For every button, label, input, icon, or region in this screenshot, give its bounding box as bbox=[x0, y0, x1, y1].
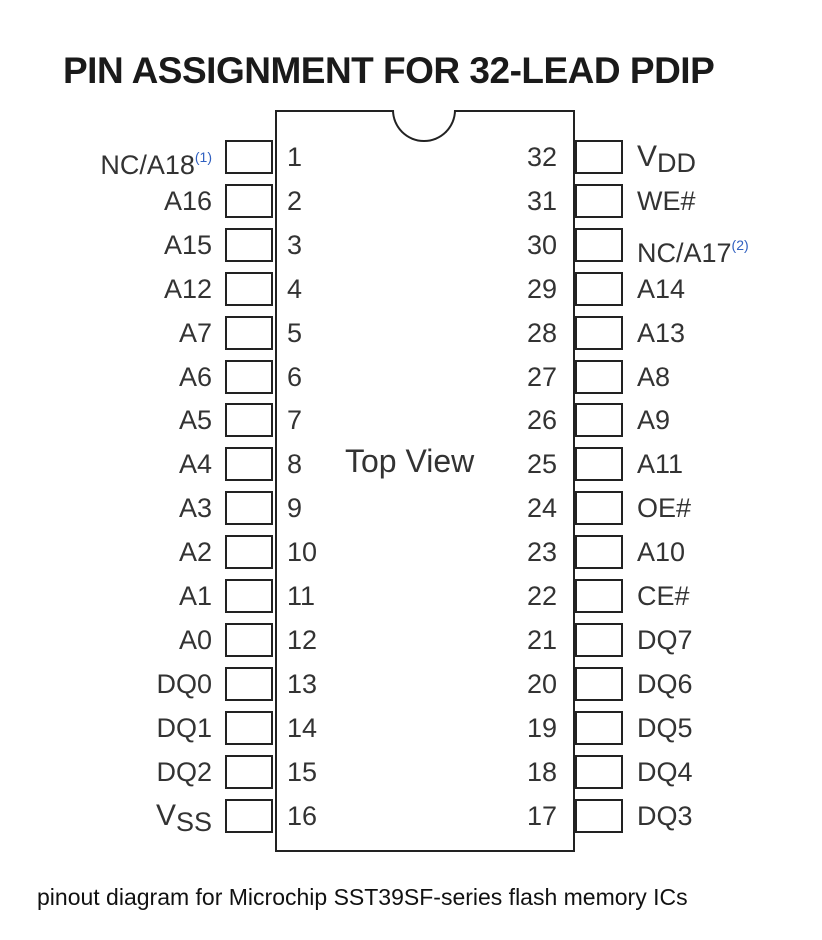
pin-label-right-28 bbox=[637, 316, 685, 350]
pin-number: 32 bbox=[527, 142, 558, 172]
pin-lead-19 bbox=[575, 711, 623, 745]
pin-name: A1 bbox=[178, 581, 212, 611]
pin-lead-6 bbox=[225, 360, 273, 394]
pin-number: 22 bbox=[527, 581, 558, 611]
pin-label-right-32 bbox=[637, 140, 697, 178]
pin-name: NC/A17 bbox=[637, 237, 732, 268]
pin-name: A3 bbox=[178, 493, 212, 524]
pin-lead-8 bbox=[225, 447, 273, 481]
pin-name: WE# bbox=[637, 185, 696, 216]
pin-lead-1 bbox=[225, 140, 273, 174]
pin-label-right-19 bbox=[637, 711, 693, 745]
pin-name: V bbox=[637, 140, 658, 173]
pin-lead-12 bbox=[225, 623, 273, 657]
pin-number: 17 bbox=[527, 800, 558, 831]
pin-name: A2 bbox=[178, 537, 212, 568]
pin-name: A15 bbox=[163, 229, 212, 260]
pin-lead-26 bbox=[575, 403, 623, 437]
pin-number: 28 bbox=[527, 317, 558, 348]
pin-lead-16 bbox=[225, 799, 273, 833]
pin-number: 20 bbox=[527, 668, 558, 699]
pin-name: A12 bbox=[163, 273, 212, 304]
pin-number: 26 bbox=[527, 405, 558, 436]
pin-lead-11 bbox=[225, 579, 273, 613]
pin-lead-9 bbox=[225, 491, 273, 525]
pin-number: 25 bbox=[527, 449, 558, 480]
pin-label-right-31 bbox=[637, 184, 696, 218]
pin-label-left-3 bbox=[12, 228, 212, 262]
pin-number: 15 bbox=[287, 756, 318, 787]
pin-number: 1 bbox=[287, 142, 303, 172]
pin-lead-15 bbox=[225, 755, 273, 789]
pin-lead-23 bbox=[575, 535, 623, 569]
pin-label-left-16 bbox=[12, 798, 212, 837]
pin-label-left-15 bbox=[12, 755, 212, 789]
pin-number: 10 bbox=[287, 537, 318, 568]
pin-name: A10 bbox=[637, 537, 686, 568]
pin-number: 8 bbox=[287, 449, 303, 480]
pin-name: DQ7 bbox=[637, 624, 693, 655]
pin-name: A16 bbox=[163, 185, 212, 216]
pin-lead-30 bbox=[575, 228, 623, 262]
pin-label-left-6 bbox=[12, 360, 212, 394]
pin-number: 13 bbox=[287, 668, 318, 699]
pin-number: 9 bbox=[287, 493, 303, 524]
pin-label-right-18 bbox=[637, 755, 693, 789]
pin-lead-31 bbox=[575, 184, 623, 218]
pin-name: DQ6 bbox=[637, 668, 693, 699]
pin-number: 21 bbox=[527, 624, 558, 655]
pin-name: NC/A18 bbox=[100, 150, 195, 180]
pin-number: 4 bbox=[287, 273, 303, 304]
pin-name: DQ4 bbox=[637, 756, 693, 787]
pin-label-right-26 bbox=[637, 403, 670, 437]
pin-name: OE# bbox=[637, 493, 692, 524]
pin-lead-17 bbox=[575, 799, 623, 833]
pin-lead-29 bbox=[575, 272, 623, 306]
pin-label-right-24 bbox=[637, 491, 691, 525]
pin-lead-32 bbox=[575, 140, 623, 174]
pin-label-left-4 bbox=[12, 272, 212, 306]
pin-label-right-30 bbox=[637, 228, 749, 268]
pin-name-subscript: SS bbox=[175, 806, 212, 837]
pin-name: DQ0 bbox=[156, 668, 212, 699]
pin-label-right-17 bbox=[637, 799, 693, 833]
pin-number: 29 bbox=[527, 273, 558, 304]
pin-name: A5 bbox=[178, 405, 212, 436]
pin-lead-27 bbox=[575, 360, 623, 394]
pin-name: DQ2 bbox=[156, 756, 212, 787]
pin-number: 5 bbox=[287, 317, 303, 348]
pin-number: 27 bbox=[527, 361, 558, 392]
pin-lead-13 bbox=[225, 667, 273, 701]
pin-label-left-12 bbox=[12, 623, 212, 657]
pin-label-left-10 bbox=[12, 535, 212, 569]
pin-footnote-ref: (1) bbox=[194, 149, 212, 165]
pin-lead-7 bbox=[225, 403, 273, 437]
pin-lead-24 bbox=[575, 491, 623, 525]
pin-lead-20 bbox=[575, 667, 623, 701]
pin-number: 2 bbox=[287, 185, 303, 216]
pin-lead-21 bbox=[575, 623, 623, 657]
pin-label-right-21 bbox=[637, 623, 693, 657]
pin-number: 3 bbox=[287, 229, 303, 260]
pin-name: V bbox=[155, 798, 176, 832]
pin-label-right-29 bbox=[637, 272, 685, 306]
pin-name: DQ3 bbox=[637, 800, 693, 831]
pin-number: 30 bbox=[527, 229, 558, 260]
pin-number: 18 bbox=[527, 756, 558, 787]
pin-label-left-13 bbox=[12, 667, 212, 701]
pin-name: A7 bbox=[178, 317, 212, 348]
pin-lead-14 bbox=[225, 711, 273, 745]
pin-label-right-20 bbox=[637, 667, 693, 701]
pin-number: 6 bbox=[287, 361, 303, 392]
pin-number: 19 bbox=[527, 712, 558, 743]
pin-label-right-25 bbox=[637, 447, 683, 481]
pin-lead-10 bbox=[225, 535, 273, 569]
pin-label-left-11 bbox=[12, 579, 212, 613]
pin-name: A4 bbox=[178, 449, 212, 480]
pin-name: A11 bbox=[637, 449, 684, 480]
pin-number: 7 bbox=[287, 405, 303, 436]
pin-name: DQ1 bbox=[156, 712, 212, 743]
pin-name: A13 bbox=[637, 317, 686, 348]
pin-lead-3 bbox=[225, 228, 273, 262]
pin-label-left-14 bbox=[12, 711, 212, 745]
pin-lead-4 bbox=[225, 272, 273, 306]
pin-name: DQ5 bbox=[637, 712, 693, 743]
pin-name-subscript: DD bbox=[657, 148, 697, 178]
pin-label-left-9 bbox=[12, 491, 212, 525]
pin-label-left-8 bbox=[12, 447, 212, 481]
pin-number: 23 bbox=[527, 537, 558, 568]
pin-lead-25 bbox=[575, 447, 623, 481]
pin-number: 16 bbox=[287, 800, 318, 831]
pin-label-right-22 bbox=[637, 579, 690, 613]
pin-lead-22 bbox=[575, 579, 623, 613]
pin-number: 24 bbox=[527, 493, 558, 524]
pin-lead-28 bbox=[575, 316, 623, 350]
pin-label-right-27 bbox=[637, 360, 670, 394]
chip-top-view-label: Top View bbox=[345, 443, 475, 479]
pin-lead-18 bbox=[575, 755, 623, 789]
pin-name: A9 bbox=[637, 405, 671, 436]
pin-name: A0 bbox=[178, 624, 212, 655]
pin-label-left-1 bbox=[12, 140, 212, 180]
diagram-title: PIN ASSIGNMENT FOR 32-LEAD PDIP bbox=[63, 50, 715, 91]
pin-name: A8 bbox=[637, 361, 671, 392]
pin-footnote-ref: (2) bbox=[731, 236, 749, 253]
pin-number: 12 bbox=[287, 624, 318, 655]
pin-name: A6 bbox=[178, 361, 212, 392]
diagram-caption: pinout diagram for Microchip SST39SF-series flash memory ICs bbox=[37, 884, 688, 910]
pin-label-left-2 bbox=[12, 184, 212, 218]
pin-number: 14 bbox=[287, 712, 318, 743]
pin-name: CE# bbox=[637, 581, 690, 611]
pin-number: 11 bbox=[287, 581, 316, 611]
pin-label-left-5 bbox=[12, 316, 212, 350]
pin-label-right-23 bbox=[637, 535, 685, 569]
pin-lead-5 bbox=[225, 316, 273, 350]
pin-number: 31 bbox=[527, 185, 558, 216]
pin-name: A14 bbox=[637, 273, 686, 304]
pin-label-left-7 bbox=[12, 403, 212, 437]
pin-lead-2 bbox=[225, 184, 273, 218]
